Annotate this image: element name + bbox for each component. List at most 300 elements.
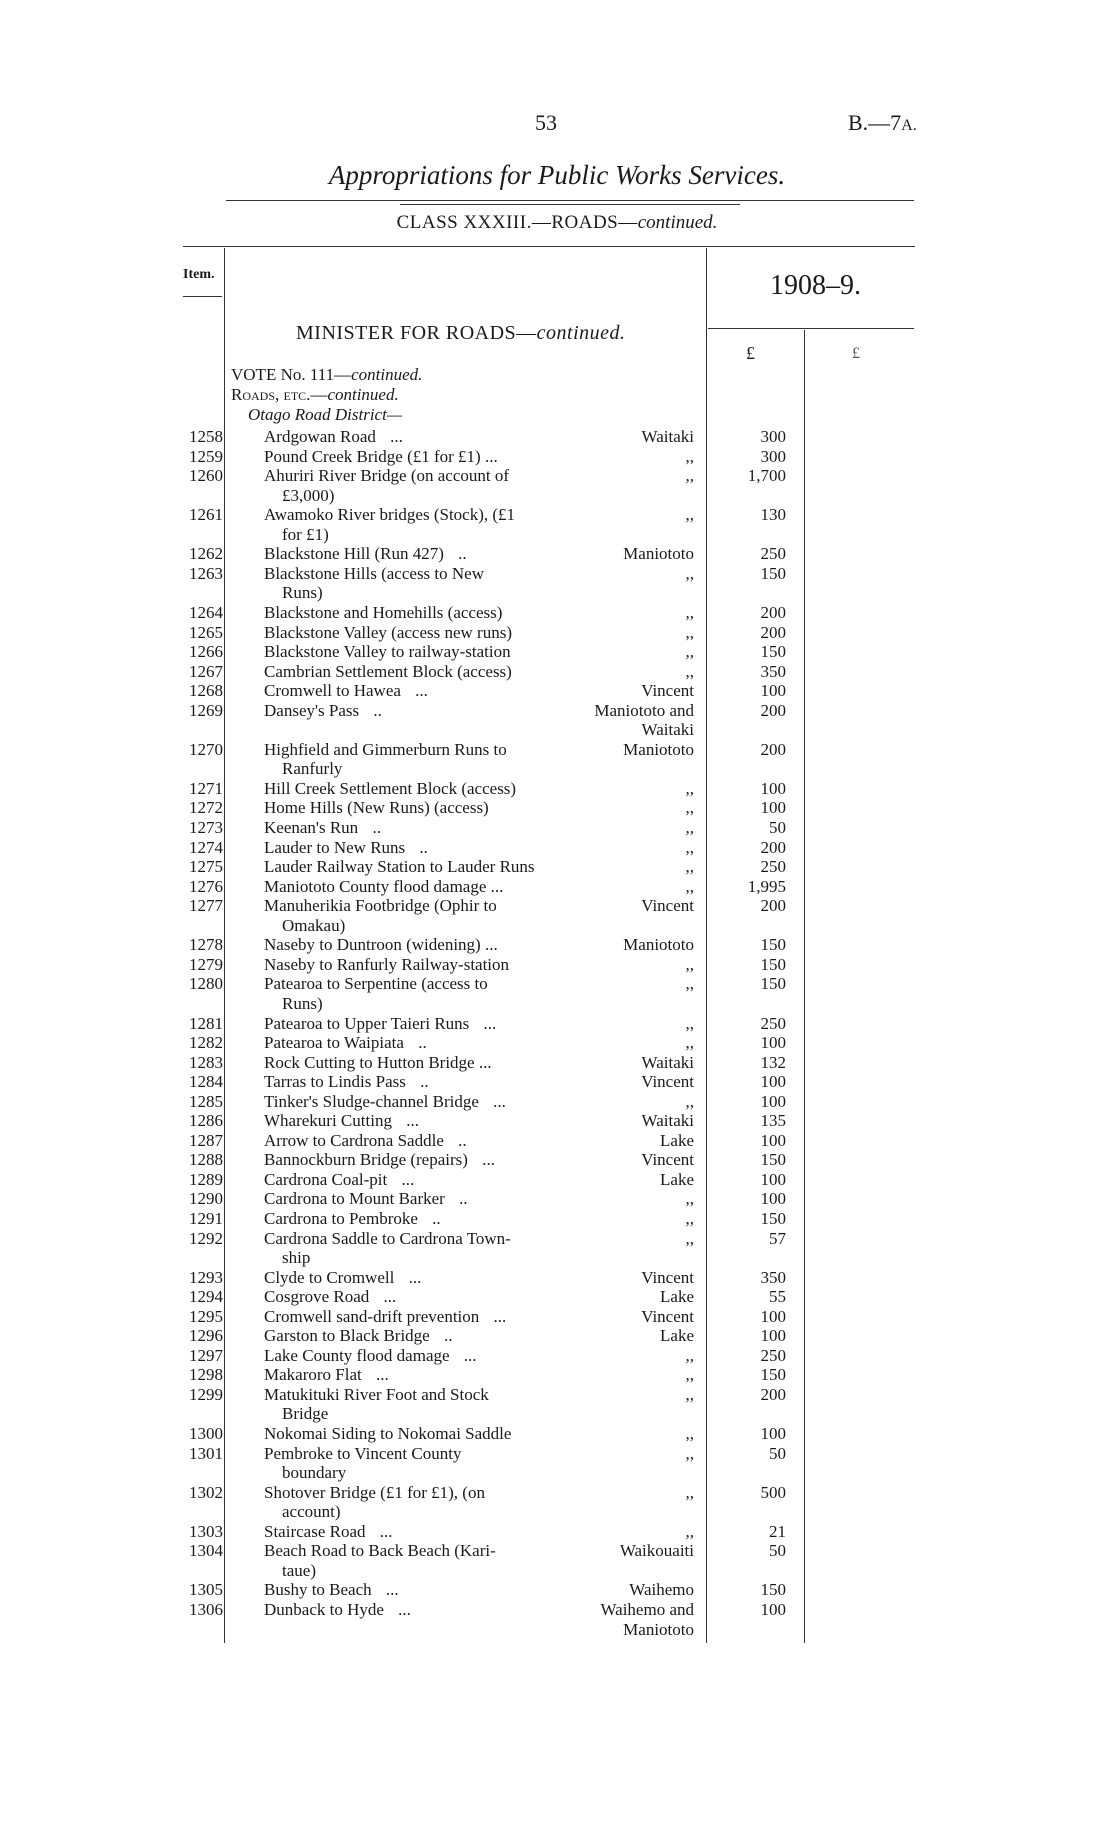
table-row [0,798,1114,817]
amount: 100 [760,1072,786,1092]
table-row [0,1014,1114,1033]
amount: 200 [760,700,786,720]
electoral-district: Waitaki [641,1111,694,1131]
item-description: Bannockburn Bridge (repairs) ... [264,1150,495,1170]
table-row [0,1092,1114,1111]
amount: 1,995 [747,876,786,896]
table-row [0,1384,1114,1424]
item-number: 1290 [189,1189,223,1209]
item-number: 1295 [189,1306,223,1326]
electoral-district: ,, [685,1345,694,1365]
electoral-district: Vincent [641,1072,694,1092]
item-number: 1304 [189,1541,223,1561]
item-number: 1297 [189,1345,223,1365]
item-description: Cromwell to Hawea ... [264,681,428,701]
leader-dots: ... [488,1091,506,1111]
electoral-district: ,, [685,1482,694,1502]
item-number: 1292 [189,1228,223,1248]
item-description: Bushy to Beach ... [264,1580,399,1600]
item-number: 1296 [189,1326,223,1346]
item-description: Keenan's Run .. [264,818,381,837]
electoral-district: ,, [685,798,694,818]
electoral-district-cont: Waitaki [641,720,694,740]
electoral-district: Maniototo and [594,700,694,720]
item-description: Dansey's Pass .. [264,700,382,720]
amount: 200 [760,837,786,857]
table-row [0,1443,1114,1483]
amount: 200 [760,602,786,622]
electoral-district: ,, [685,837,694,857]
amount: 100 [760,1306,786,1326]
item-column-header: Item. [183,267,215,282]
item-description-cont: Runs) [282,583,323,603]
item-description: Shotover Bridge (£1 for £1), (on [264,1482,485,1502]
electoral-district: ,, [685,505,694,525]
electoral-district: Waikouaiti [619,1541,694,1561]
item-number: 1263 [189,563,223,583]
item-number: 1282 [189,1033,223,1053]
item-description: Naseby to Ranfurly Railway-station [264,954,510,974]
minister-text: MINISTER FOR ROADS— [296,322,537,344]
table-row [0,779,1114,798]
leader-dots: ... [401,1111,419,1131]
leader-dots: ... [489,1306,507,1326]
leader-dots: .. [453,544,467,564]
vote-text: VOTE No. 111— [231,365,352,384]
item-description: Cardrona to Mount Barker .. [264,1189,468,1209]
amount: 132 [760,1052,786,1072]
amount: 100 [760,681,786,701]
leader-dots: ... [393,1600,411,1619]
item-description: Cardrona to Pembroke .. [264,1209,441,1228]
amount: 100 [760,1169,786,1189]
year-column-header: 1908–9. [770,270,861,301]
item-number: 1267 [189,661,223,681]
amount: 150 [760,563,786,583]
header-rule [183,246,915,247]
table-row [0,544,1114,563]
roads-text: Roads, etc.— [231,385,328,404]
table-row [0,447,1114,466]
item-description: Lauder Railway Station to Lauder Runs [264,857,535,877]
item-number: 1291 [189,1209,223,1228]
electoral-district: Vincent [641,1306,694,1326]
table-row [0,896,1114,935]
item-description: Nokomai Siding to Nokomai Saddle [264,1424,512,1444]
item-description: Tarras to Lindis Pass .. [264,1072,429,1092]
electoral-district: Vincent [641,896,694,916]
electoral-district: Lake [660,1169,694,1189]
amount: 150 [760,1365,786,1385]
table-row [0,1482,1114,1522]
table-row [0,1287,1114,1306]
item-number: 1294 [189,1287,223,1307]
electoral-district: ,, [685,1013,694,1033]
table-row [0,681,1114,700]
class-heading-cont: continued. [637,212,718,233]
table-row [0,1170,1114,1189]
leader-dots: ... [410,681,428,701]
item-description-cont: Ranfurly [282,759,343,779]
page-title: Appropriations for Public Works Services. [328,160,786,190]
table-row [0,1053,1114,1072]
pound-symbol-left: £ [746,343,755,363]
item-number: 1289 [189,1169,223,1189]
electoral-district: ,, [685,1424,694,1444]
leader-dots: ... [385,427,403,446]
table-row [0,818,1114,837]
amount: 55 [769,1287,786,1307]
amount: 100 [760,1326,786,1346]
item-number: 1302 [189,1482,223,1502]
item-number: 1306 [189,1600,223,1619]
table-row [0,838,1114,857]
item-description: Dunback to Hyde ... [264,1600,411,1619]
table-row [0,1307,1114,1326]
electoral-district: ,, [685,857,694,877]
item-description-cont: Bridge [282,1404,329,1424]
item-description: Cardrona Saddle to Cardrona Town- [264,1228,511,1248]
amount: 250 [760,857,786,877]
electoral-district: Waitaki [641,427,694,446]
leader-dots: .. [454,1189,468,1209]
electoral-district: ,, [685,1443,694,1463]
leader-dots: .. [413,1033,427,1053]
table-row [0,935,1114,954]
item-number: 1273 [189,818,223,837]
item-number: 1275 [189,857,223,877]
amount: 150 [760,954,786,974]
amount: 100 [760,1033,786,1053]
table-row [0,955,1114,974]
amount: 350 [760,661,786,681]
table-row [0,1541,1114,1580]
electoral-district: Vincent [641,1150,694,1170]
leader-dots: .. [415,837,428,857]
item-number: 1281 [189,1013,223,1033]
item-description-cont: Omakau) [282,915,346,935]
item-number: 1262 [189,544,223,564]
amount: 50 [769,818,786,837]
table-row [0,1365,1114,1384]
electoral-district: ,, [685,602,694,622]
item-number: 1299 [189,1384,223,1404]
amount: 250 [760,544,786,564]
class-heading-text: CLASS XXXIII.—ROADS— [396,212,638,233]
electoral-district: Lake [660,1326,694,1346]
item-header-underline [183,296,222,297]
table-row [0,603,1114,622]
electoral-district: Maniototo [623,544,694,564]
amount: 300 [760,446,786,466]
vote-cont: continued. [351,365,423,384]
item-description: Awamoko River bridges (Stock), (£1 [264,505,516,525]
item-number: 1272 [189,798,223,818]
item-description: Tinker's Sludge-channel Bridge ... [264,1091,506,1111]
electoral-district: ,, [685,1033,694,1053]
table-row [0,1522,1114,1541]
item-description: Hill Creek Settlement Block (access) [264,778,517,798]
table-row [0,1209,1114,1228]
item-description-cont: for £1) [282,524,329,544]
amount: 200 [760,1384,786,1404]
item-description: Pound Creek Bridge (£1 for £1) ... [264,446,498,466]
leader-dots: .. [453,1130,467,1150]
amount: 200 [760,622,786,642]
electoral-district: ,, [685,876,694,896]
item-description: Staircase Road ... [264,1521,393,1541]
electoral-district: ,, [685,466,694,486]
pound-symbol-right: £ [852,345,860,362]
item-description-cont: £3,000) [282,485,335,505]
item-description: Cardrona Coal-pit ... [264,1169,415,1189]
item-description: Beach Road to Back Beach (Kari- [264,1541,496,1561]
leader-dots: ... [371,1365,389,1385]
electoral-district: ,, [685,661,694,681]
vote-heading [231,365,422,385]
electoral-district: Waihemo [629,1580,694,1600]
item-description: Blackstone Valley to railway-station [264,642,511,662]
amount: 100 [760,1189,786,1209]
item-number: 1287 [189,1130,223,1150]
item-number: 1265 [189,622,223,642]
item-number: 1274 [189,837,223,857]
electoral-district: ,, [685,818,694,837]
item-description: Blackstone and Homehills (access) [264,602,503,622]
amount: 150 [760,642,786,662]
district-heading: Otago Road District— [248,405,402,424]
item-description-cont: account) [282,1502,341,1522]
item-number: 1260 [189,466,223,486]
table-row [0,563,1114,603]
table-row [0,466,1114,505]
item-number: 1276 [189,876,223,896]
amount: 150 [760,974,786,994]
page-number: 53 [535,110,557,135]
electoral-district: Vincent [641,1267,694,1287]
item-description: Patearoa to Upper Taieri Runs ... [264,1013,497,1033]
minister-heading [296,322,626,345]
minister-cont: continued. [536,322,626,344]
item-number: 1278 [189,935,223,955]
year-rule [708,328,914,329]
amount: 150 [760,935,786,955]
amount: 200 [760,739,786,759]
electoral-district: ,, [685,1091,694,1111]
table-row [0,1111,1114,1130]
electoral-district: ,, [685,1365,694,1385]
item-description: Arrow to Cardrona Saddle .. [264,1130,467,1150]
item-number: 1271 [189,778,223,798]
electoral-district: ,, [685,1228,694,1248]
table-row [0,1268,1114,1287]
leader-dots: ... [479,1013,497,1033]
title-rule-short [400,204,740,205]
item-description: Pembroke to Vincent County [264,1443,462,1463]
item-number: 1261 [189,505,223,525]
leader-dots: ... [477,1150,495,1170]
item-number: 1270 [189,739,223,759]
electoral-district: ,, [685,1189,694,1209]
electoral-district: Maniototo [623,935,694,955]
item-description: Patearoa to Serpentine (access to [264,974,488,994]
amount: 100 [760,1424,786,1444]
amount: 500 [760,1482,786,1502]
electoral-district: ,, [685,1521,694,1541]
ref-main: B.—7 [848,110,902,135]
leader-dots: ... [397,1169,415,1189]
item-description: Maniototo County flood damage ... [264,876,504,896]
item-description: Cambrian Settlement Block (access) [264,661,512,681]
table-row [0,1600,1114,1639]
item-description: Makaroro Flat ... [264,1365,389,1385]
item-number: 1301 [189,1443,223,1463]
item-description: Rock Cutting to Hutton Bridge ... [264,1052,492,1072]
item-description-cont: Runs) [282,993,323,1013]
item-description: Ahuriri River Bridge (on account of [264,466,510,486]
table-row [0,857,1114,876]
item-description: Home Hills (New Runs) (access) [264,798,489,818]
table-row [0,1033,1114,1052]
table-row [0,642,1114,661]
electoral-district: ,, [685,778,694,798]
amount: 50 [769,1443,786,1463]
table-row [0,1189,1114,1208]
item-number: 1284 [189,1072,223,1092]
item-description-cont: taue) [282,1560,316,1580]
electoral-district: ,, [685,642,694,662]
amount: 21 [769,1521,786,1541]
item-description: Patearoa to Waipiata .. [264,1033,427,1053]
amount: 300 [760,427,786,446]
amount: 100 [760,778,786,798]
table-row [0,739,1114,779]
item-number: 1305 [189,1580,223,1600]
item-description: Garston to Black Bridge .. [264,1326,453,1346]
item-number: 1259 [189,446,223,466]
item-description: Blackstone Hills (access to New [264,563,484,583]
amount: 135 [760,1111,786,1131]
class-heading [0,212,1114,234]
item-description: Matukituki River Foot and Stock [264,1384,489,1404]
item-description: Cosgrove Road ... [264,1287,397,1307]
electoral-district: Waitaki [641,1052,694,1072]
item-description: Ardgowan Road ... [264,427,403,446]
electoral-district-cont: Maniototo [623,1619,694,1639]
electoral-district: ,, [685,974,694,994]
leader-dots: .. [415,1072,429,1092]
item-number: 1280 [189,974,223,994]
item-description: Blackstone Valley (access new runs) [264,622,512,642]
item-number: 1264 [189,602,223,622]
electoral-district: ,, [685,1384,694,1404]
electoral-district: ,, [685,622,694,642]
roads-cont: continued. [327,385,399,404]
item-number: 1288 [189,1150,223,1170]
table-row [0,1424,1114,1443]
amount: 150 [760,1150,786,1170]
item-number: 1283 [189,1052,223,1072]
item-description: Lake County flood damage ... [264,1345,477,1365]
item-number: 1279 [189,954,223,974]
leader-dots: ... [375,1521,393,1541]
amount: 250 [760,1013,786,1033]
leader-dots: ... [459,1345,477,1365]
electoral-district: ,, [685,954,694,974]
item-description-cont: boundary [282,1463,347,1483]
table-row [0,1228,1114,1268]
electoral-district: Vincent [641,681,694,701]
electoral-district: ,, [685,446,694,466]
item-number: 1285 [189,1091,223,1111]
item-number: 1293 [189,1267,223,1287]
item-number: 1286 [189,1111,223,1131]
item-description: Highfield and Gimmerburn Runs to [264,739,507,759]
item-number: 1303 [189,1521,223,1541]
electoral-district: Lake [660,1130,694,1150]
document-reference [848,110,917,136]
table-row [0,1580,1114,1599]
table-row [0,974,1114,1013]
electoral-district: ,, [685,563,694,583]
item-description: Blackstone Hill (Run 427) .. [264,544,467,564]
item-number: 1298 [189,1365,223,1385]
amount: 100 [760,798,786,818]
item-number: 1268 [189,681,223,701]
table-row [0,700,1114,740]
table-row [0,1326,1114,1345]
amount: 200 [760,896,786,916]
roads-heading [231,385,399,405]
amount: 130 [760,505,786,525]
item-description: Naseby to Duntroon (widening) ... [264,935,498,955]
leader-dots: .. [439,1326,453,1346]
leader-dots: .. [368,818,381,837]
leader-dots: ... [379,1287,397,1307]
item-number: 1300 [189,1424,223,1444]
amount: 350 [760,1267,786,1287]
leader-dots: ... [381,1580,399,1600]
item-number: 1269 [189,700,223,720]
table-row [0,1150,1114,1169]
title-rule [226,200,914,201]
leader-dots: .. [427,1209,441,1228]
table-row [0,505,1114,544]
item-number: 1258 [189,427,223,446]
table-row [0,877,1114,896]
item-description-cont: ship [282,1248,311,1268]
electoral-district: Lake [660,1287,694,1307]
ref-suffix: A. [901,117,917,134]
amount: 100 [760,1600,786,1619]
item-description: Clyde to Cromwell ... [264,1267,422,1287]
item-description: Manuherikia Footbridge (Ophir to [264,896,497,916]
amount: 150 [760,1580,786,1600]
item-description: Wharekuri Cutting ... [264,1111,419,1131]
table-row [0,1346,1114,1365]
amount: 1,700 [747,466,786,486]
table-row [0,623,1114,642]
table-row [0,662,1114,681]
amount: 57 [769,1228,786,1248]
item-number: 1277 [189,896,223,916]
leader-dots: ... [404,1267,422,1287]
table-row [0,427,1114,446]
electoral-district: ,, [685,1209,694,1228]
electoral-district: Maniototo [623,739,694,759]
amount: 150 [760,1209,786,1228]
amount: 50 [769,1541,786,1561]
